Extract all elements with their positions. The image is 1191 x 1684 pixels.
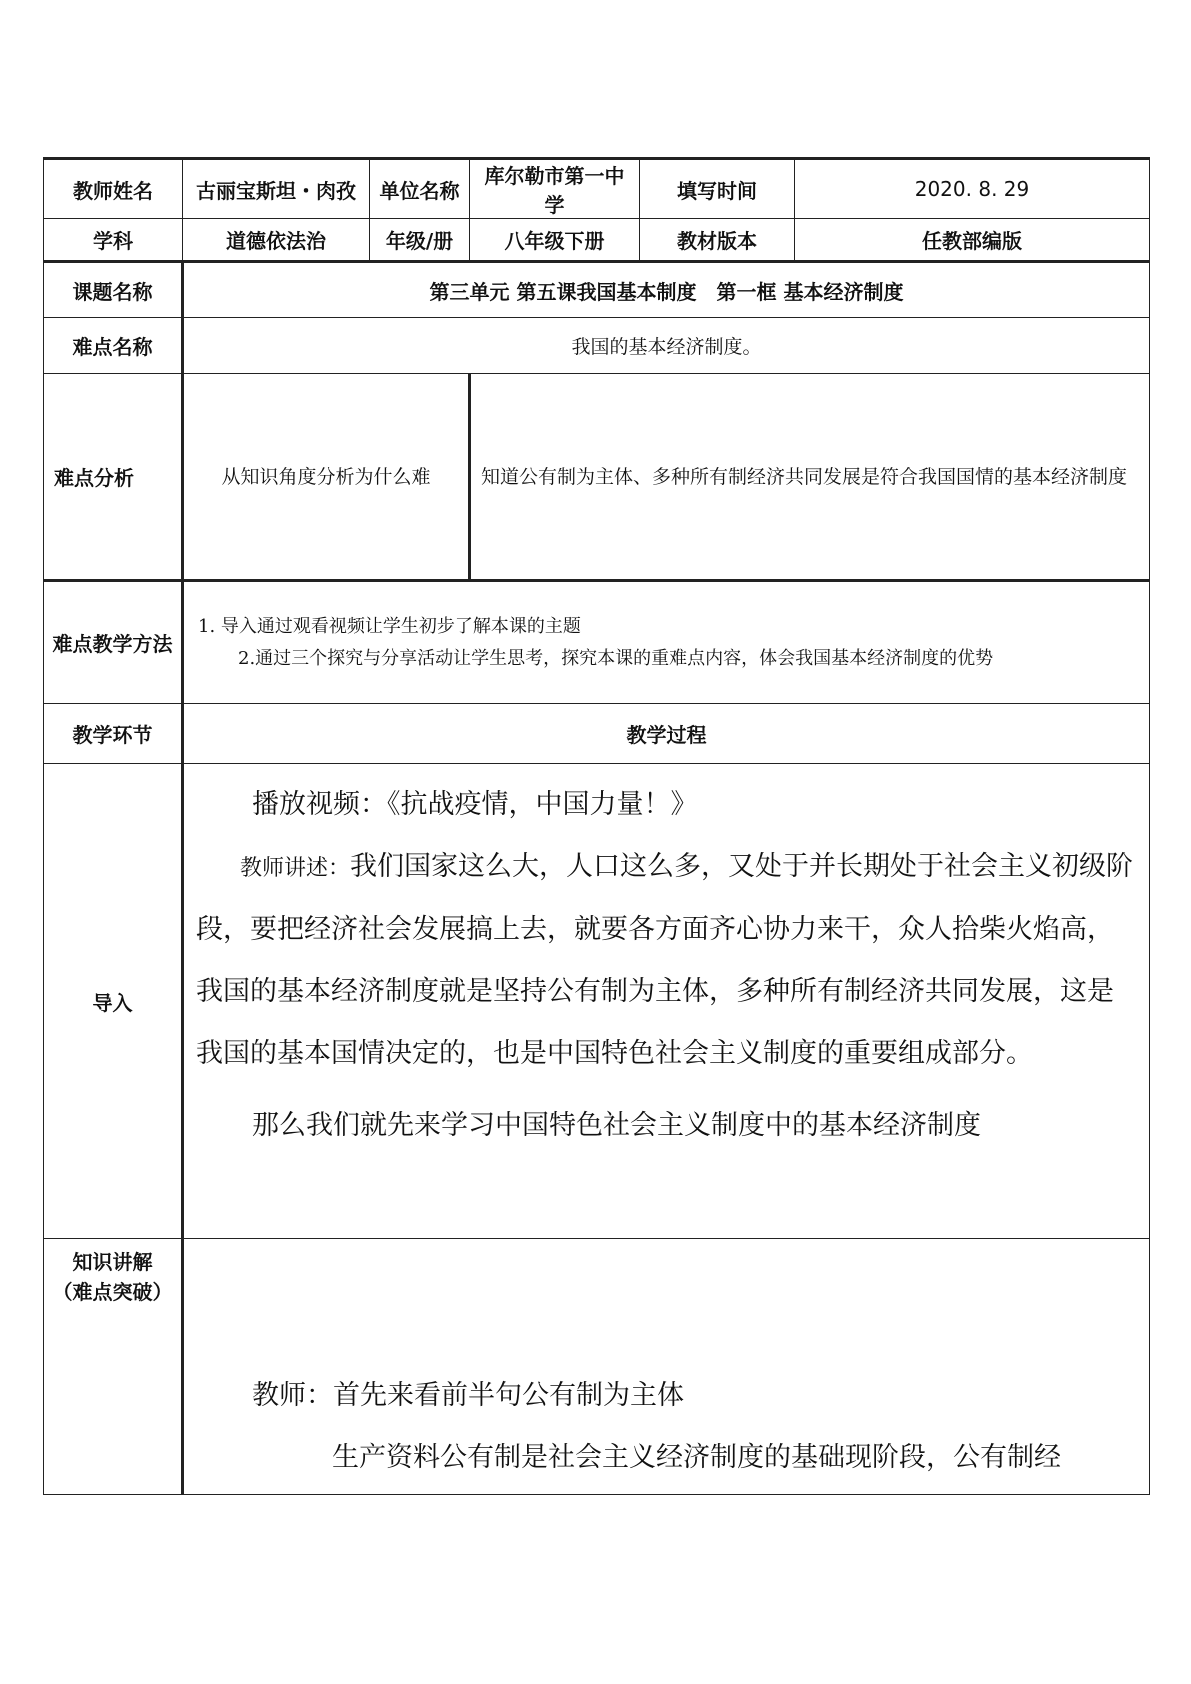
knowledge-label-line-1: 知识讲解 [72, 1250, 153, 1274]
edition-label: 教材版本 [640, 219, 795, 262]
difficulty-row [44, 318, 1150, 374]
topic-value: 第三单元 第五课我国基本制度 第一框 基本经济制度 [183, 262, 1150, 318]
method-label: 难点教学方法 [44, 581, 183, 704]
intro-video-line: 播放视频：《抗战疫情，中国力量！》 [252, 789, 698, 820]
difficulty-label: 难点名称 [44, 318, 183, 374]
topic-label: 课题名称 [44, 262, 183, 318]
process-header: 教学过程 [183, 704, 1150, 764]
info-row-1 [44, 159, 1150, 219]
teacher-name-label: 教师姓名 [44, 159, 183, 219]
fill-date-label: 填写时间 [640, 159, 795, 219]
knowledge-content [183, 1239, 1150, 1495]
knowledge-row [44, 1239, 1150, 1495]
method-line-2: 2.通过三个探究与分享活动让学生思考，探究本课的重难点内容，体会我国基本经济制度的优势 [238, 647, 994, 669]
knowledge-label-line-2: （难点突破） [52, 1280, 173, 1304]
stage-header: 教学环节 [44, 704, 183, 764]
intro-paragraph [196, 836, 1139, 1085]
method-row [44, 581, 1150, 704]
unit-name-label: 单位名称 [370, 159, 470, 219]
method-line-1: 1. 导入通过观看视频让学生初步了解本课的主题 [198, 615, 581, 637]
process-header-row [44, 704, 1150, 764]
intro-lead: 教师讲述： [240, 855, 351, 880]
topic-row [44, 262, 1150, 318]
knowledge-line-1: 教师：首先来看前半句公有制为主体 [252, 1380, 684, 1411]
knowledge-label [44, 1239, 183, 1495]
analysis-text: 知道公有制为主体、多种所有制经济共同发展是符合我国国情的基本经济制度 [470, 374, 1150, 581]
intro-body: 我们国家这么大，人口这么多，又处于并长期处于社会主义初级阶段，要把经济社会发展搞上去，就要各方面齐心协力来干，众人拾柴火焰高，我国的基本经济制度就是坚持公有制为主体，多种所有制经济共同发展，这是我国的基本国情决定的，也是中国特色社会主义制度的重要组成部分。 [196, 851, 1134, 1069]
subject-label: 学科 [44, 219, 183, 262]
knowledge-line-2: 生产资料公有制是社会主义经济制度的基础现阶段，公有制经 [332, 1442, 1061, 1473]
analysis-row [44, 374, 1150, 581]
unit-name-value: 库尔勒市第一中学 [470, 159, 640, 219]
intro-closing: 那么我们就先来学习中国特色社会主义制度中的基本经济制度 [252, 1110, 981, 1141]
edition-value: 任教部编版 [795, 219, 1150, 262]
intro-row [44, 764, 1150, 1239]
info-row-2 [44, 219, 1150, 262]
lesson-plan-table [43, 157, 1150, 1495]
fill-date-value: 2020. 8. 29 [795, 159, 1150, 219]
method-cell [183, 581, 1150, 704]
analysis-sub-label: 从知识角度分析为什么难 [183, 374, 470, 581]
subject-value: 道德依法治 [183, 219, 370, 262]
intro-label: 导入 [44, 764, 183, 1239]
analysis-label: 难点分析 [44, 374, 183, 581]
intro-content [183, 764, 1150, 1239]
teacher-name-value: 古丽宝斯坦・肉孜 [183, 159, 370, 219]
grade-label: 年级/册 [370, 219, 470, 262]
difficulty-value: 我国的基本经济制度。 [183, 318, 1150, 374]
grade-value: 八年级下册 [470, 219, 640, 262]
